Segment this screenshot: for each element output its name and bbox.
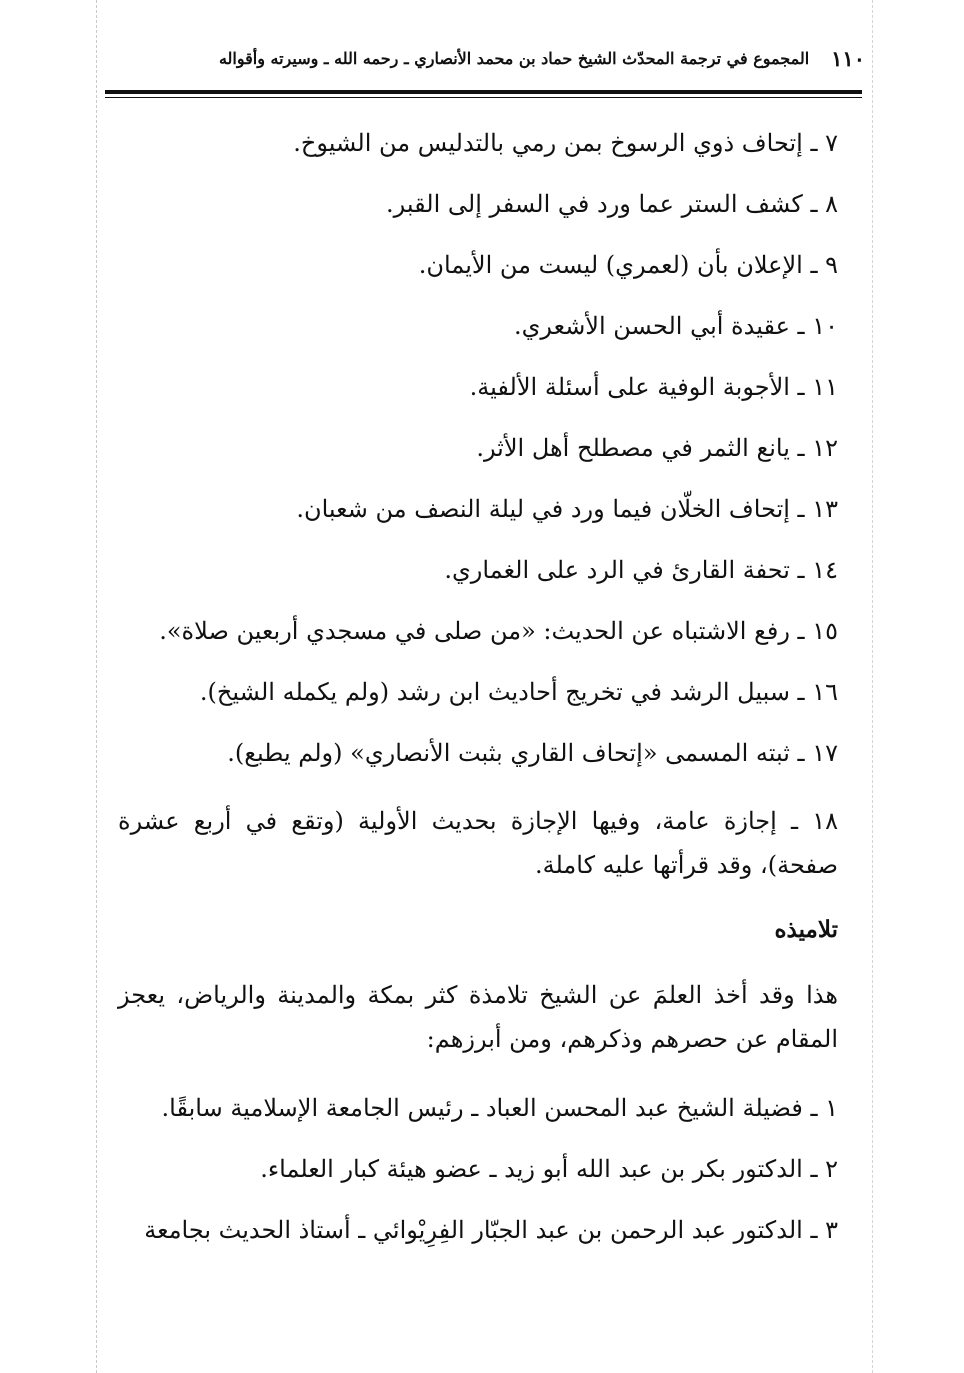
book-item: ١٣ ـ إتحاف الخلّان فيما ورد في ليلة النصف من شعبان. [296,495,838,523]
book-item: ١٠ ـ عقيدة أبي الحسن الأشعري. [513,312,838,340]
student-item: ١ ـ فضيلة الشيخ عبد المحسن العباد ـ رئيس الجامعة الإسلامية سابقًا. [161,1094,838,1122]
student-item: ٣ ـ الدكتور عبد الرحمن بن عبد الجبّار الفِرِيْوائي ـ أستاذ الحديث بجامعة [144,1216,838,1244]
running-title: المجموع في ترجمة المحدّث الشيخ حماد بن محمد الأنصاري ـ رحمه الله ـ وسيرته وأقواله [218,48,810,68]
book-item: ١٤ ـ تحفة القارئ في الرد على الغماري. [444,556,838,584]
book-item: ١٧ ـ ثبته المسمى «إتحاف القاري بثبت الأنصاري» (ولم يطبع). [227,739,838,767]
students-intro: هذا وقد أخذ العلمَ عن الشيخ تلامذة كثر بمكة والمدينة والرياض، يعجز المقام عن حصرهم وذكرهم، ومن أبرزهم: [118,981,838,1053]
book-item: ١٨ ـ إجازة عامة، وفيها الإجازة بحديث الأولية (وتقع في أربع عشرة صفحة)، وقد قرأتها عليه كاملة. [118,807,838,879]
book-item: ١٥ ـ رفع الاشتباه عن الحديث: «من صلى في مسجدي أربعين صلاة». [159,617,838,645]
header-rule-thick [105,90,862,94]
book-item: ١٦ ـ سبيل الرشد في تخريج أحاديث ابن رشد (ولم يكمله الشيخ). [199,678,838,706]
scan-edge-left [96,0,97,1373]
student-item: ٢ ـ الدكتور بكر بن عبد الله أبو زيد ـ عضو هيئة كبار العلماء. [260,1155,838,1183]
book-item: ٩ ـ الإعلان بأن (لعمري) ليست من الأيمان. [418,251,838,279]
page-body [118,128,838,1276]
book-item: ٨ ـ كشف الستر عما ورد في السفر إلى القبر. [386,190,838,218]
scan-edge-right [872,0,873,1373]
book-item: ١٢ ـ يانع الثمر في مصطلح أهل الأثر. [476,434,838,462]
header-rule-thin [105,97,862,98]
book-item: ٧ ـ إتحاف ذوي الرسوخ بمن رمي بالتدليس من الشيوخ. [293,129,838,157]
section-heading: تلاميذه [774,916,838,943]
running-header [105,38,865,78]
page-number: ١١٠ [831,45,865,71]
book-item: ١١ ـ الأجوبة الوفية على أسئلة الألفية. [469,373,838,401]
